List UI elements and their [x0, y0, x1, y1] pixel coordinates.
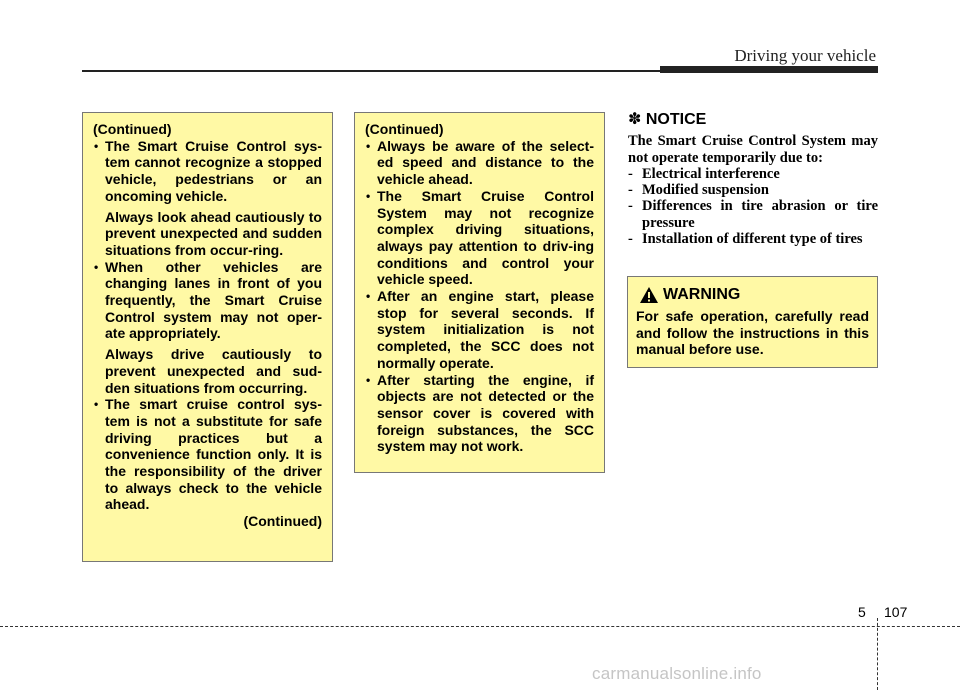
warning-title: WARNING	[663, 285, 741, 303]
bullet-item	[93, 138, 322, 259]
bullet-item: • Always be aware of the select-ed speed and distance to the vehicle ahead.	[365, 138, 594, 188]
watermark: carmanualsonline.info	[592, 664, 762, 683]
notice-section	[628, 112, 878, 247]
caution-list	[365, 138, 594, 455]
notice-intro: The Smart Cruise Control System may not operate temporarily due to:	[628, 133, 878, 166]
footer-rule	[0, 626, 960, 627]
bullet-subtext: Always drive cautiously to prevent unexpected and sud-den situations from occurring.	[105, 346, 322, 396]
warning-triangle-icon	[639, 286, 659, 304]
caution-box-middle	[354, 112, 605, 473]
asterisk-icon: ✽	[628, 111, 642, 128]
footer-divider	[877, 618, 878, 690]
caution-list	[93, 138, 322, 513]
bullet-text: The smart cruise control sys-tem is not a substitute for safe driving practices but a convenience function only. It is the responsibility of the driver to always check to the vehicle ahead.	[105, 396, 322, 513]
warning-box	[627, 276, 878, 368]
notice-item-text: Installation of different type of tires	[642, 231, 863, 248]
notice-item: - Electrical interference	[628, 165, 780, 182]
caution-box-left	[82, 112, 333, 562]
page-number: 107	[884, 604, 908, 620]
bullet-subtext: Always look ahead cautiously to prevent unexpected and sudden situations from occur-ring.	[105, 208, 322, 258]
notice-item: - Differences in tire abrasion or tire pressure	[628, 198, 878, 231]
notice-item-text: Electrical interference	[642, 165, 780, 182]
bullet-item	[93, 259, 322, 397]
bullet-item: • After an engine start, please stop for several seconds. If system initialization is not completed, the SCC does not normally operate.	[365, 288, 594, 372]
notice-item-text: Modified suspension	[642, 182, 769, 199]
header-rule-thick	[660, 66, 878, 73]
notice-heading	[628, 112, 878, 128]
bullet-text: When other vehicles are changing lanes in front of you frequently, the Smart Cruise Control system may not oper-ate appropriately.	[105, 258, 322, 342]
continued-label-top: (Continued)	[365, 121, 444, 137]
chapter-number: 5	[858, 604, 866, 620]
notice-item-text: Differences in tire abrasion or tire pressure	[642, 198, 878, 231]
bullet-text: The Smart Cruise Control sys-tem cannot recognize a stopped vehicle, pedestrians or an oncoming vehicle.	[105, 137, 322, 204]
warning-text: For safe operation, carefully read and follow the instructions in this manual before use.	[636, 308, 869, 358]
notice-title: NOTICE	[645, 111, 707, 128]
page-header-title: Driving your vehicle	[734, 46, 876, 65]
bullet-item	[93, 396, 322, 513]
continued-label-top: (Continued)	[93, 121, 172, 137]
notice-list	[628, 166, 878, 247]
bullet-item: • After starting the engine, if objects are not detected or the sensor cover is covered with foreign substances, the SCC system may not work.	[365, 372, 594, 456]
warning-heading	[639, 286, 869, 304]
notice-item: - Modified suspension	[628, 182, 769, 199]
continued-label-bottom: (Continued)	[243, 513, 322, 530]
notice-item: - Installation of different type of tires	[628, 231, 863, 248]
bullet-item: • The Smart Cruise Control System may not recognize complex driving situations, always pay attention to driv-ing conditions and control your vehicle speed.	[365, 188, 594, 288]
